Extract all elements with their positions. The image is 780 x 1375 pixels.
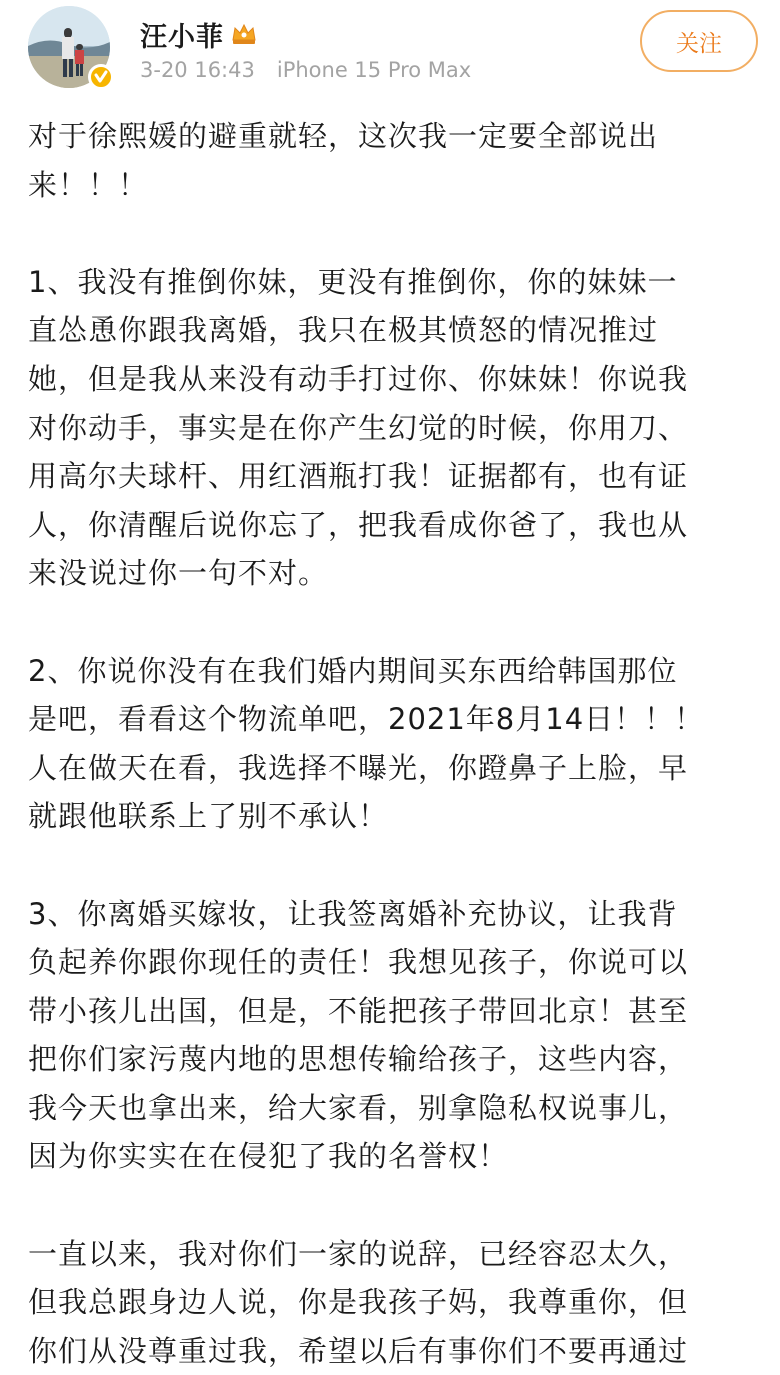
avatar[interactable] xyxy=(28,6,110,88)
post-text-line: 来没说过你一句不对。 xyxy=(28,556,329,591)
post-text-line: 因为你实实在在侵犯了我的名誉权！ xyxy=(28,1139,509,1174)
post-text-line: 对于徐熙媛的避重就轻，这次我一定要全部说出 xyxy=(28,119,659,153)
post-text-line: 人在做天在看，我选择不曝光，你蹬鼻子上脸，早 xyxy=(28,750,689,785)
follow-button[interactable]: 关注 xyxy=(640,10,758,72)
post-text-line: 她，但是我从来没有动手打过你、你妹妹！你说我 xyxy=(28,361,689,396)
post-text-line: 把你们家污蔑内地的思想传输给孩子，这些内容， xyxy=(28,1042,689,1077)
post-meta xyxy=(140,58,471,82)
post-date: 3-20 16:43 xyxy=(140,58,255,82)
post-text-line: 3、你离婚买嫁妆，让我签离婚补充协议，让我背 xyxy=(28,896,678,931)
post-header xyxy=(0,0,780,100)
post-text-line: 负起养你跟你现任的责任！我想见孩子，你说可以 xyxy=(28,945,689,980)
username[interactable]: 汪小菲 xyxy=(140,21,224,53)
paragraph-gap xyxy=(28,1181,756,1230)
paragraph-gap xyxy=(28,209,756,258)
post-text-line: 对你动手，事实是在你产生幻觉的时候，你用刀、 xyxy=(28,410,689,445)
post-text-line: 就跟他联系上了别不承认！ xyxy=(28,799,389,834)
paragraph-gap xyxy=(28,598,756,647)
paragraph-gap xyxy=(28,841,756,890)
post-text-line: 1、我没有推倒你妹，更没有推倒你，你的妹妹一 xyxy=(28,264,678,299)
post-text-line: 人，你清醒后说你忘了，把我看成你爸了，我也从 xyxy=(28,507,689,542)
verified-badge-icon xyxy=(88,64,114,90)
post-text-line: 你们从没尊重过我，希望以后有事你们不要再通过 xyxy=(28,1333,689,1368)
post-text-line: 直怂恿你跟我离婚，我只在极其愤怒的情况推过 xyxy=(28,313,659,348)
vip-crown-icon[interactable] xyxy=(230,20,258,48)
post-text-line: 一直以来，我对你们一家的说辞，已经容忍太久， xyxy=(28,1236,689,1271)
username-row xyxy=(140,14,258,54)
post-text-line: 来！！！ xyxy=(28,167,149,202)
post-text-line: 但我总跟身边人说，你是我孩子妈，我尊重你，但 xyxy=(28,1285,689,1320)
post-device: iPhone 15 Pro Max xyxy=(276,58,472,82)
post-body xyxy=(28,112,756,1375)
post-text-line: 是吧，看看这个物流单吧，2021年8月14日！！！ xyxy=(28,702,705,737)
post-text-line: 带小孩儿出国，但是，不能把孩子带回北京！甚至 xyxy=(28,993,689,1028)
post-text-line: 2、你说你没有在我们婚内期间买东西给韩国那位 xyxy=(28,653,678,688)
post-text-line: 用高尔夫球杆、用红酒瓶打我！证据都有，也有证 xyxy=(28,459,689,494)
post-text-line: 我今天也拿出来，给大家看，别拿隐私权说事儿， xyxy=(28,1090,689,1125)
